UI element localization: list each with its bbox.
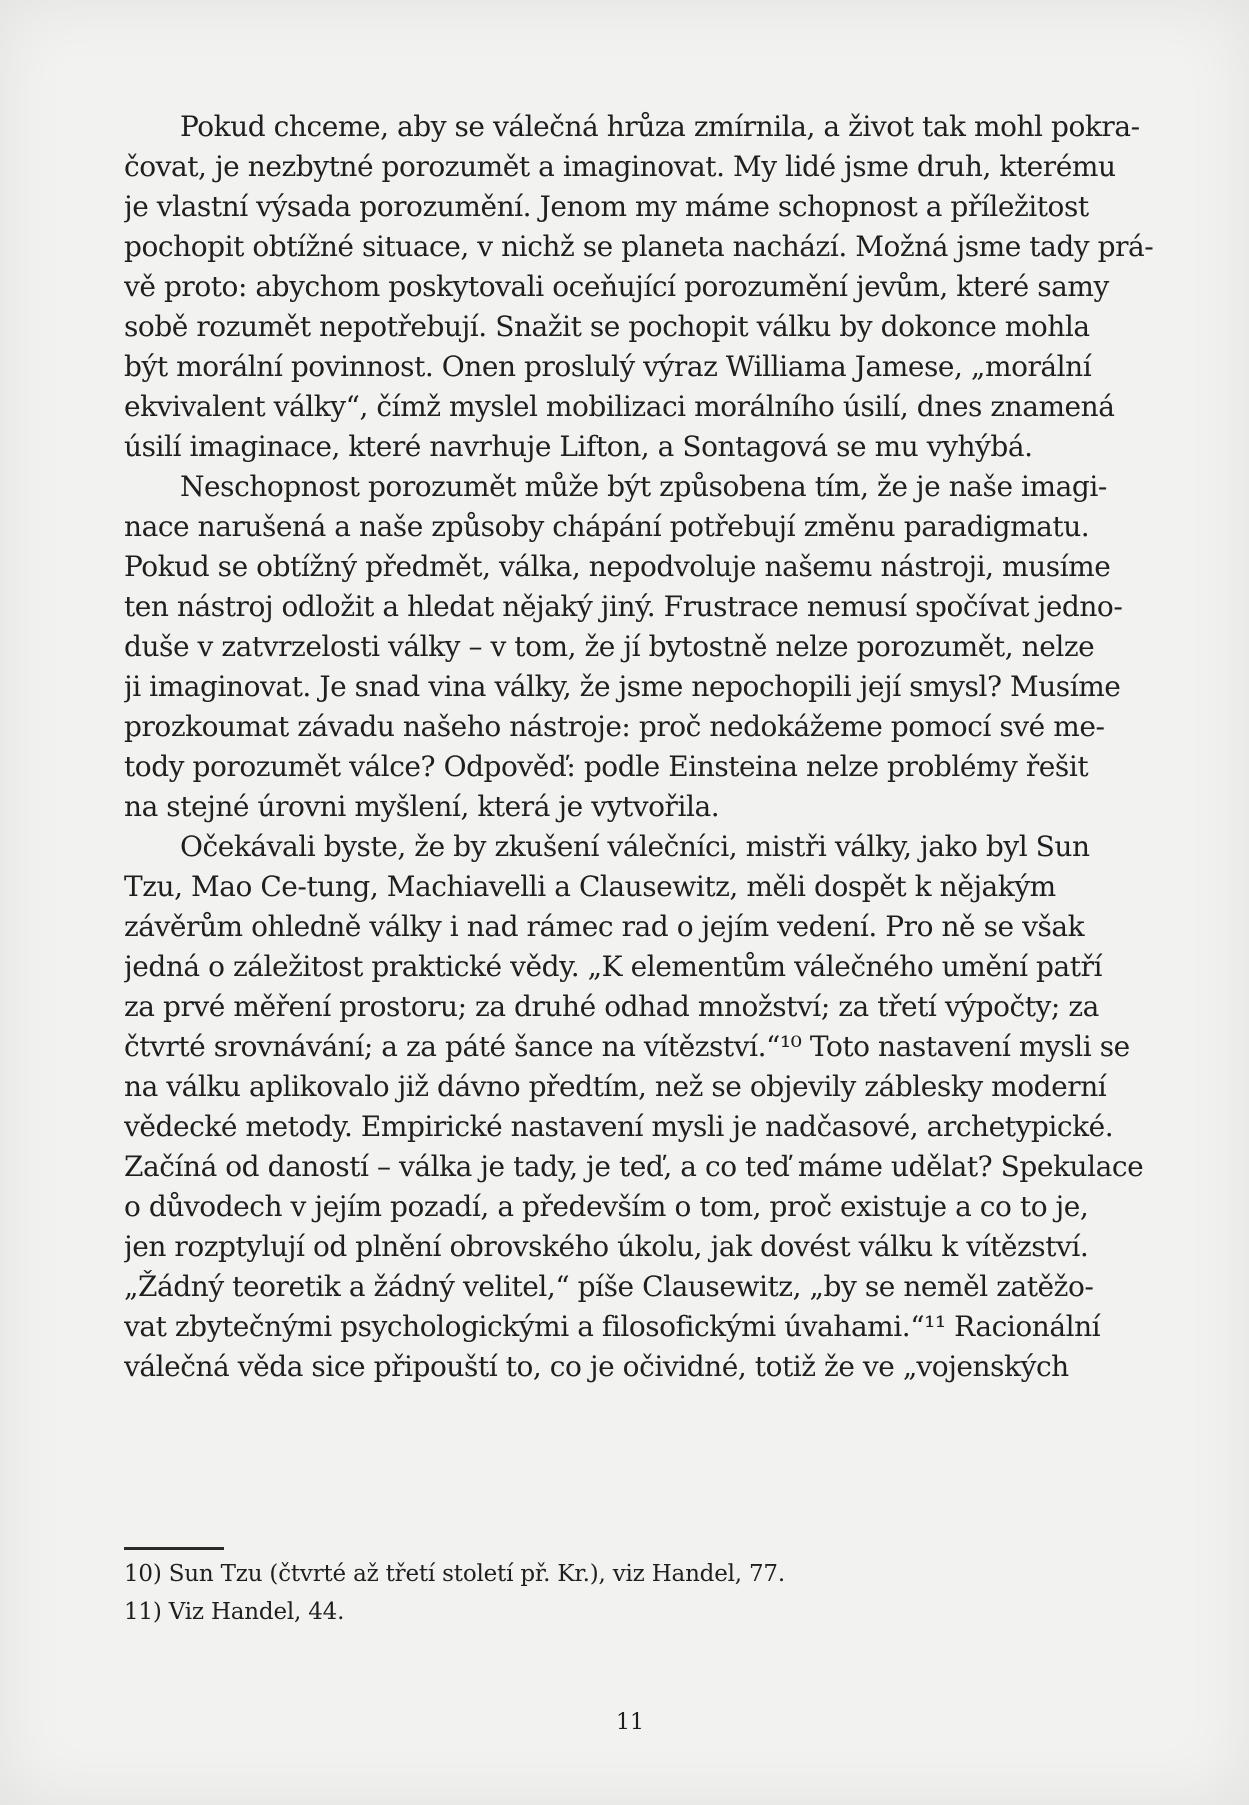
footnote-rule — [124, 1547, 224, 1550]
text-line: prozkoumat závadu našeho nástroje: proč nedokážeme pomocí své me- — [124, 710, 1105, 743]
text-line: na válku aplikovalo již dávno předtím, než se objevily záblesky moderní — [124, 1070, 1107, 1103]
text-line: vědecké metody. Empirické nastavení mysli je nadčasové, archetypické. — [124, 1110, 1114, 1143]
text-line: úsilí imaginace, které navrhuje Lifton, a Sontagová se mu vyhýbá. — [124, 430, 1033, 463]
footnote: 11) Viz Handel, 44. — [124, 1599, 345, 1625]
text-line: Očekávali byste, že by zkušení válečníci, mistři války, jako byl Sun — [180, 830, 1090, 863]
text-line: Pokud chceme, aby se válečná hrůza zmírnila, a život tak mohl pokra- — [180, 110, 1140, 143]
text-line: čtvrté srovnávání; a za páté šance na vítězství.“¹⁰ Toto nastavení mysli se — [124, 1030, 1130, 1063]
text-line: jedná o záležitost praktické vědy. „K elementům válečného umění patří — [124, 950, 1103, 983]
text-line: Začíná od daností – válka je tady, je teď, a co teď máme udělat? Spekulace — [124, 1150, 1144, 1183]
text-line: sobě rozumět nepotřebují. Snažit se pochopit válku by dokonce mohla — [124, 310, 1090, 343]
text-line: „Žádný teoretik a žádný velitel,“ píše Clausewitz, „by se neměl zatěžo- — [124, 1270, 1094, 1303]
footnote: 10) Sun Tzu (čtvrté až třetí století př. Kr.), viz Handel, 77. — [124, 1561, 785, 1587]
text-line: čovat, je nezbytné porozumět a imaginovat. My lidé jsme druh, kterému — [124, 150, 1116, 183]
page-number: 11 — [616, 1710, 644, 1735]
text-line: duše v zatvrzelosti války – v tom, že jí bytostně nelze porozumět, nelze — [124, 630, 1095, 663]
paragraph — [124, 827, 1154, 1387]
text-line: válečná věda sice připouští to, co je očividné, totiž že ve „vojenských — [124, 1350, 1069, 1383]
text-line: ten nástroj odložit a hledat nějaký jiný. Frustrace nemusí spočívat jedno- — [124, 590, 1123, 623]
text-line: ekvivalent války“, čímž myslel mobilizaci morálního úsilí, dnes znamená — [124, 390, 1115, 423]
text-line: jen rozptylují od plnění obrovského úkolu, jak dovést válku k vítězství. — [124, 1230, 1089, 1263]
text-line: tody porozumět válce? Odpověď: podle Einsteina nelze problémy řešit — [124, 750, 1089, 783]
text-line: na stejné úrovni myšlení, která je vytvořila. — [124, 790, 720, 823]
text-line: vě proto: abychom poskytovali oceňující porozumění jevům, které samy — [124, 270, 1109, 303]
text-line: pochopit obtížné situace, v nichž se planeta nachází. Možná jsme tady prá- — [124, 230, 1154, 263]
text-line: je vlastní výsada porozumění. Jenom my máme schopnost a příležitost — [124, 190, 1089, 223]
text-line: Tzu, Mao Ce-tung, Machiavelli a Clausewitz, měli dospět k nějakým — [124, 870, 1056, 903]
text-line: nace narušená a naše způsoby chápání potřebují změnu paradigmatu. — [124, 510, 1090, 543]
footnotes — [124, 1555, 1154, 1631]
text-line: být morální povinnost. Onen proslulý výraz Williama Jamese, „morální — [124, 350, 1092, 383]
text-line: vat zbytečnými psychologickými a filosofickými úvahami.“¹¹ Racionální — [124, 1310, 1101, 1343]
text-line: za prvé měření prostoru; za druhé odhad množství; za třetí výpočty; za — [124, 990, 1099, 1023]
body-text — [124, 107, 1154, 1387]
text-line: o důvodech v jejím pozadí, a především o tom, proč existuje a co to je, — [124, 1190, 1089, 1223]
paragraph — [124, 107, 1154, 467]
text-line: ji imaginovat. Je snad vina války, že jsme nepochopili její smysl? Musíme — [124, 670, 1121, 703]
paragraph — [124, 467, 1154, 827]
text-line: Pokud se obtížný předmět, válka, nepodvoluje našemu nástroji, musíme — [124, 550, 1111, 583]
text-line: Neschopnost porozumět může být způsobena tím, že je naše imagi- — [180, 470, 1107, 503]
text-line: závěrům ohledně války i nad rámec rad o jejím vedení. Pro ně se však — [124, 910, 1085, 943]
